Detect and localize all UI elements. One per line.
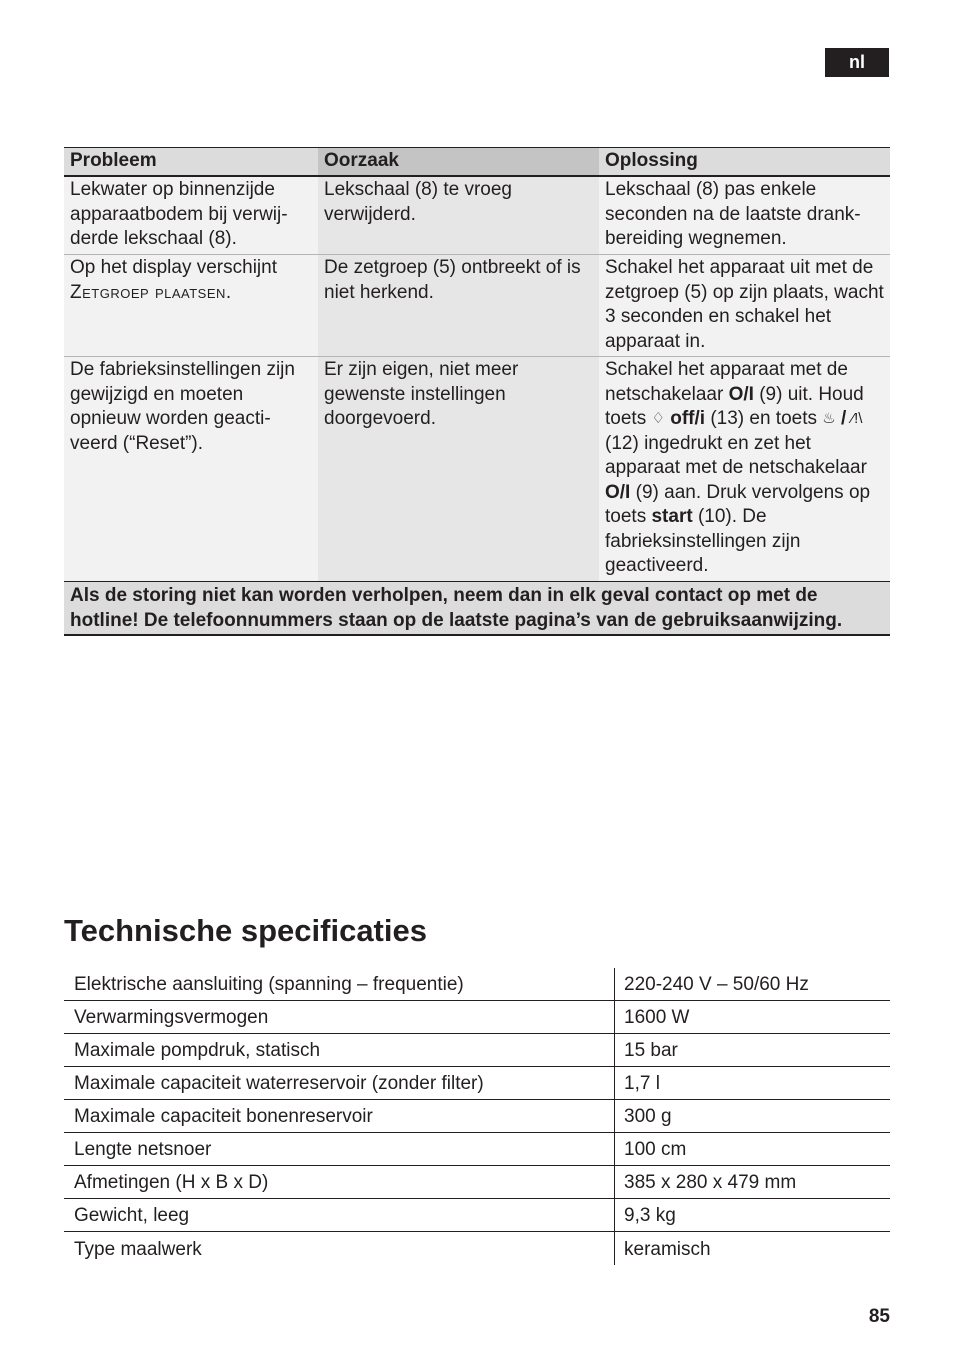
spec-label: Gewicht, leeg: [64, 1199, 615, 1231]
spec-row: [64, 1133, 890, 1166]
spec-value: 1,7 l: [624, 1073, 660, 1094]
warning-icon: ⁄!\: [851, 410, 863, 427]
display-message: Zetgroep plaatsen.: [70, 281, 232, 303]
spec-row: [64, 1166, 890, 1199]
table-header-row: [64, 147, 890, 177]
problem-cell: De fabrieksinstellingen zijn gewijzigd en moeten opnieuw worden geacti-veerd (“Reset”).: [64, 357, 318, 581]
spec-row: [64, 1199, 890, 1232]
solution-cell: Lekschaal (8) pas enkele seconden na de laatste drank-bereiding wegnemen.: [599, 177, 890, 254]
spec-row: [64, 1100, 890, 1133]
spec-label: Elektrische aansluiting (spanning – frequentie): [64, 968, 615, 1000]
mains-switch-label: O/I: [728, 383, 754, 405]
key-separator: /: [841, 408, 847, 429]
solution-text: Schakel het apparaat met de netschakelaar: [605, 359, 848, 405]
cause-cell: Lekschaal (8) te vroeg verwijderd.: [318, 177, 599, 254]
solution-cell: Schakel het apparaat uit met de zetgroep (5) op zijn plaats, wacht 3 seconden en schakel het apparaat in.: [599, 255, 890, 356]
spec-value: 220-240 V – 50/60 Hz: [624, 974, 809, 995]
solution-text: (13) en toets: [710, 408, 817, 429]
solution-text: (9) uit. Houd toets: [605, 383, 864, 429]
spec-label: Maximale capaciteit bonenreservoir: [64, 1100, 615, 1132]
solution-text: (9) aan. Druk vervolgens op toets: [605, 481, 871, 527]
spec-row: [64, 1001, 890, 1034]
spec-label: Lengte netsnoer: [64, 1133, 615, 1165]
problem-text: Op het display verschijnt: [70, 257, 277, 278]
mains-switch-label: O/I: [605, 481, 631, 503]
table-row: [64, 177, 890, 255]
spec-value: 300 g: [624, 1106, 672, 1127]
spec-row: [64, 1067, 890, 1100]
solution-cell: [599, 357, 890, 581]
header-cause: Oorzaak: [318, 148, 599, 175]
table-row: [64, 357, 890, 581]
page-number: 85: [868, 1306, 890, 1327]
problem-cell: Lekwater op binnenzijde apparaatbodem bij verwij-derde lekschaal (8).: [64, 177, 318, 254]
spec-row: [64, 1034, 890, 1067]
cause-cell: De zetgroep (5) ontbreekt of is niet herkend.: [318, 255, 599, 356]
solution-text: (10). De fabrieksinstellingen zijn geactiveerd.: [605, 506, 801, 576]
start-key-label: start: [651, 506, 693, 527]
troubleshooting-table: [64, 147, 890, 636]
cause-cell: Er zijn eigen, niet meer gewenste instellingen doorgevoerd.: [318, 357, 599, 581]
spec-label: Verwarmingsvermogen: [64, 1001, 615, 1033]
spec-label: Maximale pompdruk, statisch: [64, 1034, 615, 1066]
spec-label: Maximale capaciteit waterreservoir (zonder filter): [64, 1067, 615, 1099]
spec-value: 9,3 kg: [624, 1205, 676, 1226]
spec-value: 15 bar: [624, 1040, 678, 1061]
spec-row: [64, 1232, 890, 1265]
spec-row: [64, 968, 890, 1001]
spec-value: keramisch: [624, 1238, 711, 1260]
solution-text: (12) ingedrukt en zet het apparaat met de netschakelaar: [605, 432, 867, 478]
spec-label: Type maalwerk: [64, 1232, 615, 1265]
spec-value: 1600 W: [624, 1007, 690, 1028]
off-info-key-label: off/i: [670, 408, 706, 429]
steam-icon: ♨: [822, 410, 836, 427]
eco-drop-icon: ♢: [651, 410, 665, 427]
header-solution: Oplossing: [599, 148, 890, 175]
spec-value: 385 x 280 x 479 mm: [624, 1172, 797, 1193]
spec-label: Afmetingen (H x B x D): [64, 1166, 615, 1198]
table-row: [64, 255, 890, 357]
hotline-note: Als de storing niet kan worden verholpen, neem dan in elk geval contact op met de hotline! De telefoonnummers staan op de laatste pagina’s van de gebruiksaanwijzing.: [64, 581, 890, 636]
language-badge: nl: [825, 48, 889, 77]
section-title: Technische specificaties: [64, 913, 427, 948]
problem-cell: [64, 255, 318, 356]
spec-value: 100 cm: [624, 1139, 687, 1160]
header-problem: Probleem: [64, 148, 318, 175]
specifications-table: [64, 968, 890, 1265]
